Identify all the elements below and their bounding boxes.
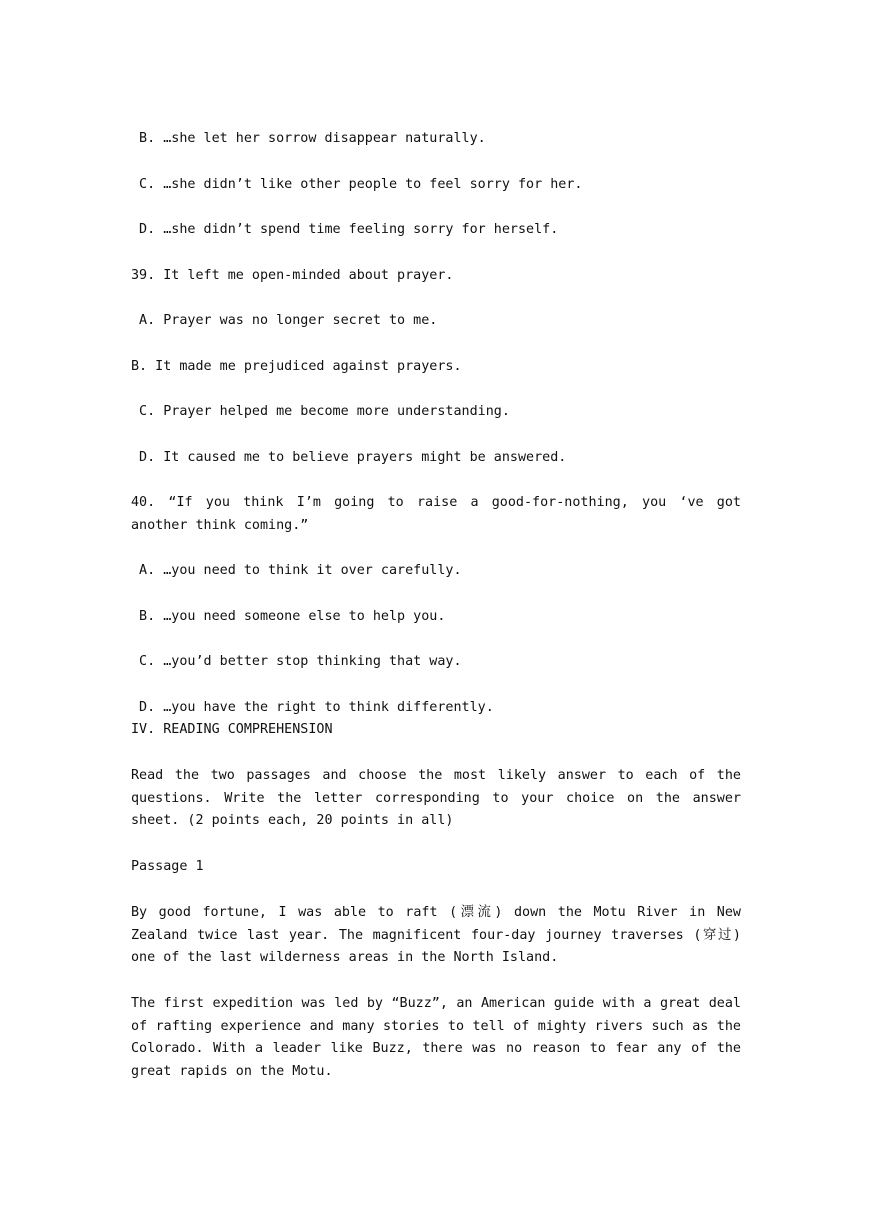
q40-option-a: A. …you need to think it over carefully. <box>131 563 462 578</box>
q40-stem: 40. “If you think I’m going to raise a good-for-nothing, you ‘ve got another think coming.” <box>131 495 741 533</box>
passage-paragraph-1: By good fortune, I was able to raft (漂流) down the Motu River in New Zealand twice last year. The magnificent four-day journey traverses (穿过) one of the last wilderness areas in the North Island. <box>131 905 741 966</box>
passage-paragraph-2: The first expedition was led by “Buzz”, an American guide with a great deal of rafting experience and many stories to tell of mighty rivers such as the Colorado. With a leader like Buzz, there was no reason to fear any of the great rapids on the Motu. <box>131 996 741 1079</box>
q40-option-c: C. …you’d better stop thinking that way. <box>131 654 462 669</box>
q39-stem: 39. It left me open-minded about prayer. <box>131 268 454 283</box>
q38-option-d: D. …she didn’t spend time feeling sorry for herself. <box>131 222 559 237</box>
section-heading: IV. READING COMPREHENSION <box>131 722 333 737</box>
section-instructions: Read the two passages and choose the most likely answer to each of the questions. Write the letter corresponding to your choice on the answer sheet. (2 points each, 20 points in all) <box>131 768 741 829</box>
passage-title: Passage 1 <box>131 859 204 874</box>
q38-option-b: B. …she let her sorrow disappear naturally. <box>131 131 486 146</box>
q40-option-d: D. …you have the right to think differently. <box>131 700 494 715</box>
q38-option-c: C. …she didn’t like other people to feel sorry for her. <box>131 177 583 192</box>
q39-option-a: A. Prayer was no longer secret to me. <box>131 313 438 328</box>
q39-option-b: B. It made me prejudiced against prayers. <box>131 359 462 374</box>
q39-option-c: C. Prayer helped me become more understanding. <box>131 404 510 419</box>
q40-option-b: B. …you need someone else to help you. <box>131 609 446 624</box>
q39-option-d: D. It caused me to believe prayers might be answered. <box>131 450 567 465</box>
